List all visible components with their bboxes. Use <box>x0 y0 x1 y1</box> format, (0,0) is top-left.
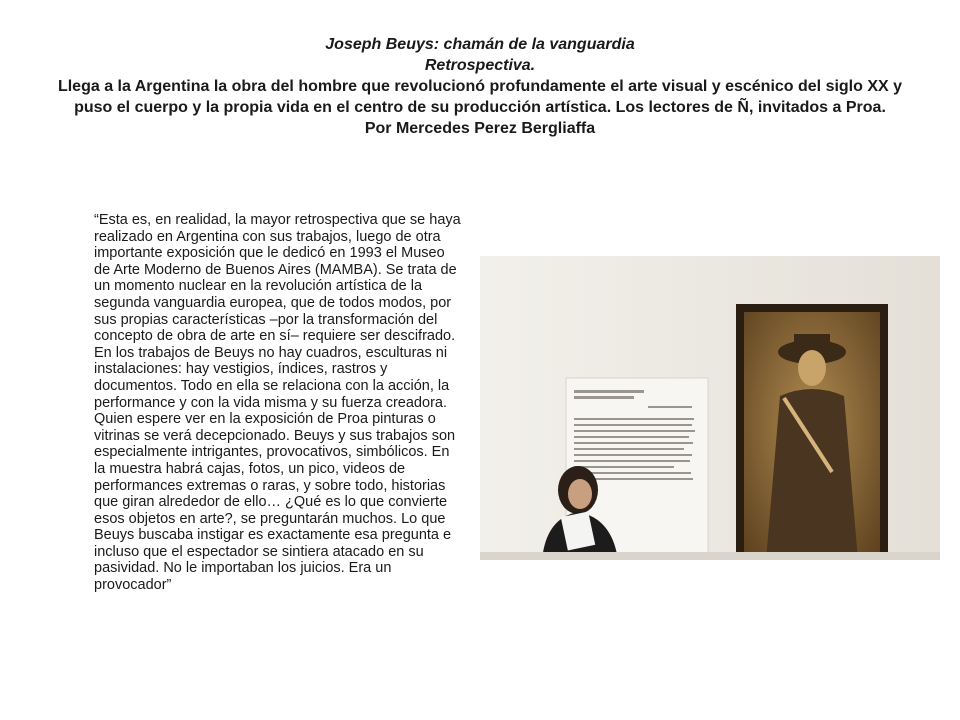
poster-face <box>798 350 826 386</box>
exhibition-photo <box>480 256 940 560</box>
article-subtitle: Retrospectiva. <box>424 57 536 74</box>
article-title: Joseph Beuys: chamán de la vanguardia <box>325 36 635 53</box>
exhibition-photo-illustration <box>480 256 940 560</box>
article-quote: “Esta es, en realidad, la mayor retrospectiva que se haya realizado en Argentina con sus trabajos, luego de otra importante exposición que le dedicó en 1993 el Museo de Arte Moderno de Buenos Aires (MAMBA). Se trata de un momento nuclear en la revolución artística de la segunda vanguardia europea, que de todos modos, por sus propias características –por la transformación del concepto de obra de arte en sí– requiere ser descifrado. En los trabajos de Beuys no hay cuadros, esculturas ni instalaciones: hay vestigios, índices, rastros y documentos. Todo en ella se relaciona con la acción, la performance y con la vida misma y su fuerza creadora. Quien espere ver en la exposición de Proa pinturas o vitrinas se verá decepcionado. Beuys y sus trabajos son especialmente intrigantes, provocativos, simbólicos. En la muestra habrá cajas, fotos, un pico, videos de performances extremas o raras, y sobre todo, historias que giran alrededor de ello… ¿Qué es lo que convierte esos objetos en arte?, se preguntarán muchos. Lo que Beuys buscaba instigar es exactamente esa pregunta e incluso que el espectador se sintiera atacado en su pasividad. No le importaban los juicios. Era un provocador” <box>94 212 461 594</box>
speaker-face <box>568 479 592 509</box>
article-header <box>40 34 920 139</box>
article-byline: Por Mercedes Perez Bergliaffa <box>364 120 596 137</box>
poster-figure-body <box>766 389 858 560</box>
article-summary: Llega a la Argentina la obra del hombre que revolucionó profundamente el arte visual y escénico del siglo XX y puso el cuerpo y la propia vida en el centro de su producción artística. Los lectores de Ñ, invitados a Proa. <box>57 78 903 116</box>
